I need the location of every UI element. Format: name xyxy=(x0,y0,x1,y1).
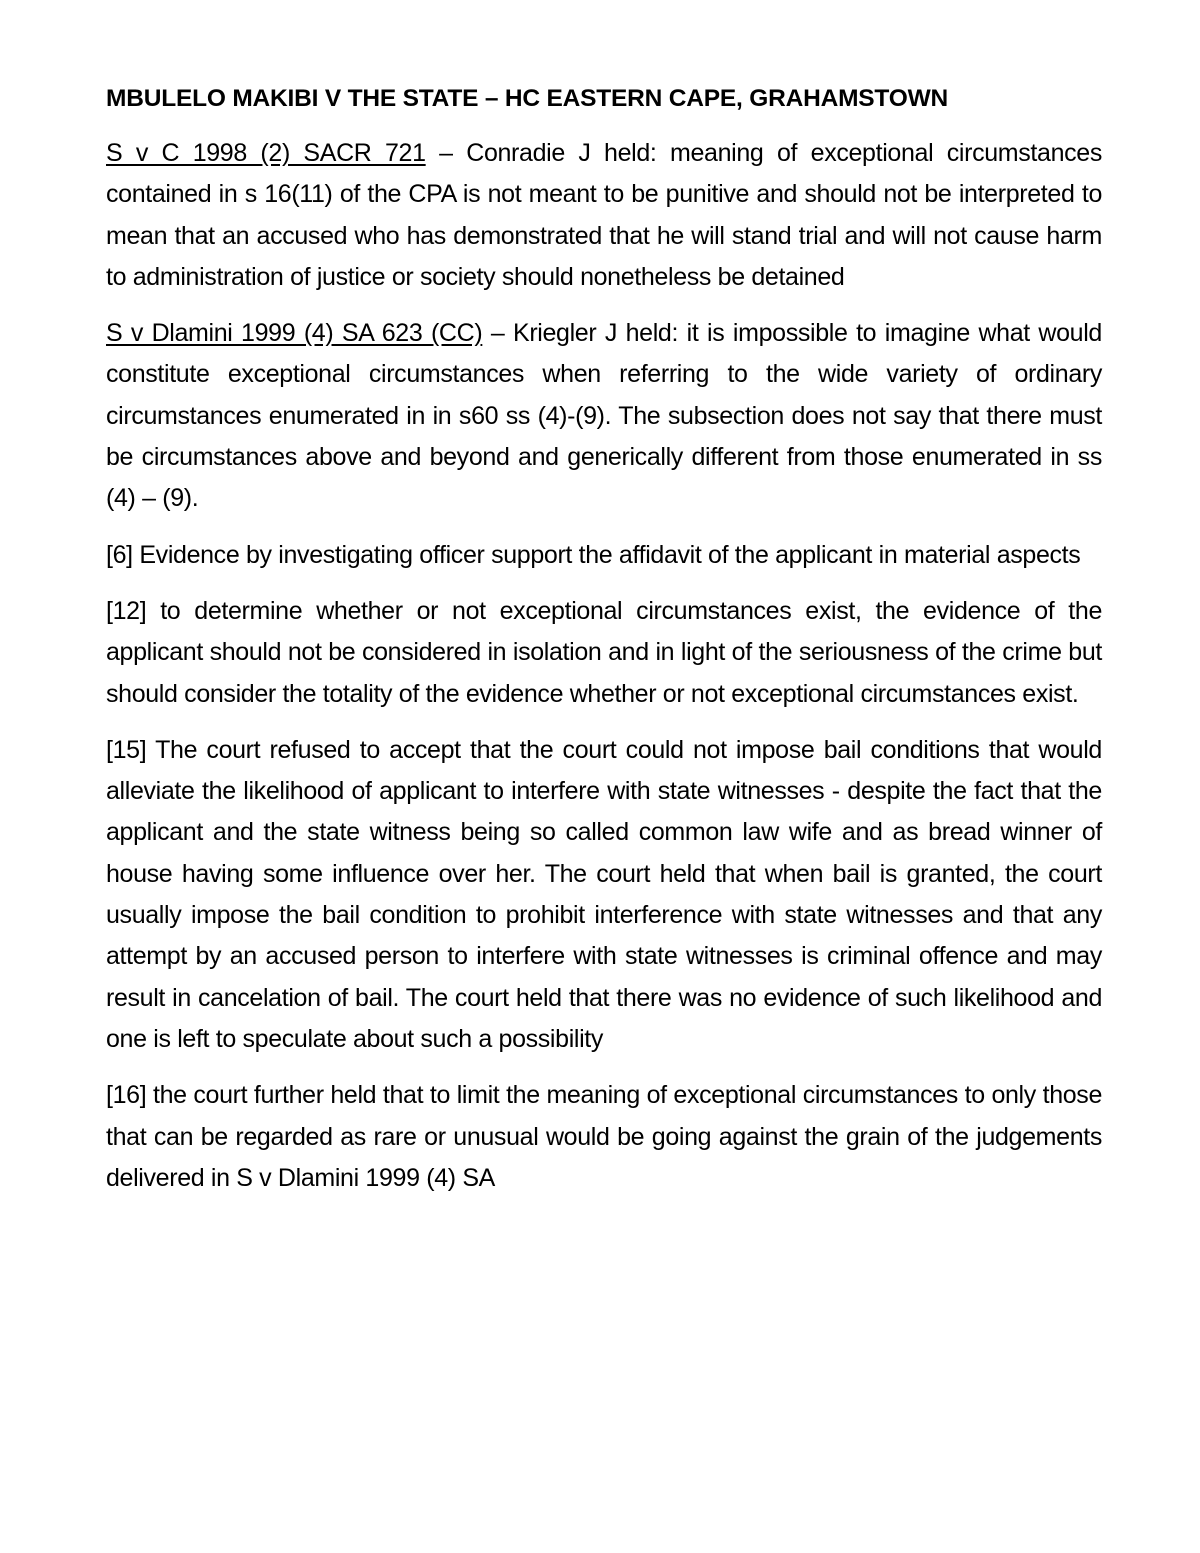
paragraph-s-v-dlamini xyxy=(106,313,1102,519)
case-citation: S v Dlamini 1999 (4) SA 623 (CC) xyxy=(106,319,483,348)
document-body xyxy=(106,78,1102,1214)
case-title: MBULELO MAKIBI V THE STATE – HC EASTERN CAPE, GRAHAMSTOWN xyxy=(106,85,949,112)
paragraph-16: [16] the court further held that to limit the meaning of exceptional circumstances to only those that can be regarded as rare or unusual would be going against the grain of the judgements delivered in S v Dlamini 1999 (4) SA xyxy=(106,1081,1102,1192)
paragraph-s-v-c xyxy=(106,133,1102,298)
paragraph-12: [12] to determine whether or not exceptional circumstances exist, the evidence of the applicant should not be considered in isolation and in light of the seriousness of the crime but should consider the totality of the evidence whether or not exceptional circumstances exist. xyxy=(106,596,1102,708)
paragraph-text: – Conradie J held: meaning of exceptional circumstances contained in s 16(11) of the CPA is not meant to be punitive and should not be interpreted to mean that an accused who has demonstrated that he will stand trial and will not cause harm to administration of justice or society should nonetheless be detained xyxy=(106,139,1102,291)
paragraph-15: [15] The court refused to accept that the court could not impose bail conditions that would alleviate the likelihood of applicant to interfere with state witnesses - despite the fact that the applicant and the state witness being so called common law wife and as bread winner of house having some influence over her. The court held that when bail is granted, the court usually impose the bail condition to prohibit interference with state witnesses and that any attempt by an accused person to interfere with state witnesses is criminal offence and may result in cancelation of bail. The court held that there was no evidence of such likelihood and one is left to speculate about such a possibility xyxy=(106,735,1102,1053)
paragraph-6: [6] Evidence by investigating officer support the affidavit of the applicant in material aspects xyxy=(106,540,1081,569)
paragraph-text: – Kriegler J held: it is impossible to imagine what would constitute exceptional circumstances when referring to the wide variety of ordinary circumstances enumerated in in s60 ss (4)-(9). The subsection does not say that there must be circumstances above and beyond and generically different from those enumerated in ss (4) – (9). xyxy=(106,319,1102,513)
case-citation: S v C 1998 (2) SACR 721 xyxy=(106,139,426,167)
